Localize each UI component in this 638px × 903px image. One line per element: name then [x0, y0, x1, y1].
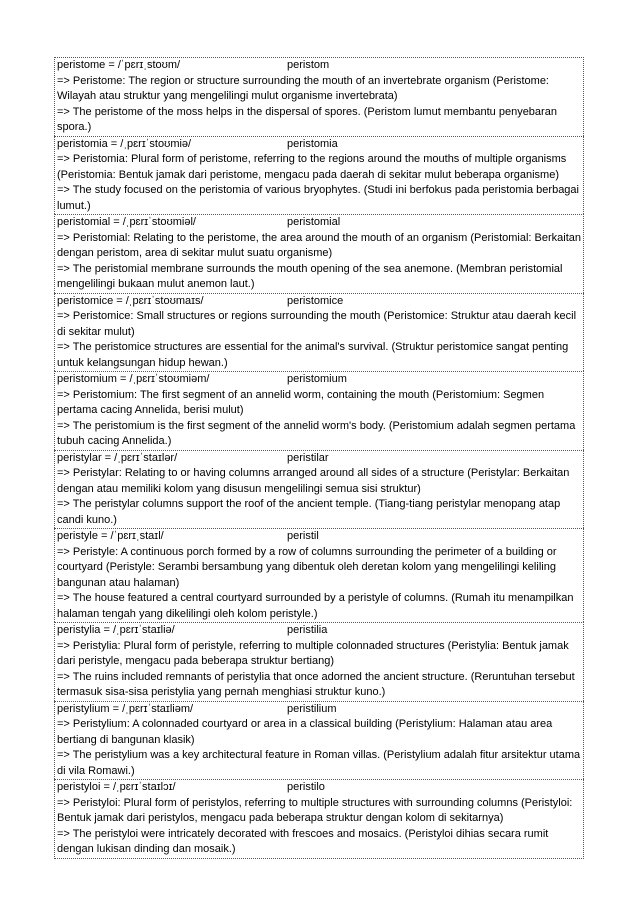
translation: peristilia [287, 624, 328, 636]
translation: peristil [287, 530, 319, 542]
headword: peristylium = /ˌpɛrɪˈstaɪliəm/ [57, 702, 194, 715]
definition: => Peristylium: A colonnaded courtyard or area in a classical building (Peristylium: Halaman atau area bertiang di bangunan klasik) [57, 718, 553, 746]
example: => The peristyloi were intricately decorated with frescoes and mosaics. (Peristyloi dihias secara rumit dengan lukisan dinding dan mosaik.) [57, 827, 549, 855]
definition: => Peristylar: Relating to or having columns arranged around all sides of a structure (Peristylar: Berkaitan dengan atau memiliki kolom yang disusun mengelilingi semua sisi struktur) [57, 467, 570, 495]
entry-peristylium [54, 701, 584, 780]
example: => The peristome of the moss helps in the dispersal of spores. (Peristom lumut membantu penyebaran spora.) [57, 105, 557, 133]
definition: => Peristomium: The first segment of an annelid worm, containing the mouth (Peristomium: Segmen pertama cacing Annelida, berisi mulut) [57, 388, 545, 416]
headword: peristylar = /ˌpɛrɪˈstaɪlər/ [57, 451, 178, 464]
headword: peristyle = /ˈpɛrɪˌstaɪl/ [57, 530, 164, 542]
definition: => Peristomia: Plural form of peristome, referring to the regions around the mouths of multiple organisms (Peristomia: Bentuk jamak dari peristome, mengacu pada daerah di sekitar mulut beberapa organisme) [57, 153, 567, 181]
headword: peristomia = /ˌpɛrɪˈstoʊmiə/ [57, 137, 192, 150]
definition: => Peristyloi: Plural form of peristylos, referring to multiple structures with surrounding columns (Peristyloi: Bentuk jamak dari peristylos, mengacu pada beberapa struktur dengan kolom di sekitarnya) [57, 796, 573, 824]
example: => The peristomice structures are essential for the animal's survival. (Struktur peristomice sangat penting untuk kelangsungan hidup hewan.) [57, 341, 569, 369]
entry-peristyle [54, 528, 584, 622]
definition: => Peristylia: Plural form of peristyle, referring to multiple colonnaded structures (Peristylia: Bentuk jamak dari peristyle, mengacu pada beberapa struktur bertiang) [57, 639, 569, 667]
headword: peristome = /ˈpɛrɪˌstoʊm/ [57, 59, 181, 71]
example: => The ruins included remnants of peristylia that once adorned the ancient structure. (Reruntuhan tersebut termasuk sisa-sisa peristylia yang pernah menghiasi struktur kuno.) [57, 670, 575, 698]
translation: peristomial [287, 216, 341, 228]
entry-peristomice [54, 293, 584, 372]
definition: => Peristomial: Relating to the peristome, the area around the mouth of an organism (Peristomial: Berkaitan dengan peristom, area di sekitar mulut suatu organisme) [57, 231, 581, 259]
definition: => Peristome: The region or structure surrounding the mouth of an invertebrate organism (Peristome: Wilayah atau struktur yang mengelilingi mulut organisme invertebrata) [57, 74, 549, 102]
entry-peristylar [54, 450, 584, 529]
example: => The peristomial membrane surrounds the mouth opening of the sea anemone. (Membran peristomial mengelilingi bukaan mulut anemon laut.) [57, 262, 563, 290]
example: => The study focused on the peristomia of various bryophytes. (Studi ini berfokus pada peristomia berbagai lumut.) [57, 184, 579, 212]
example: => The peristylium was a key architectural feature in Roman villas. (Peristylium adalah fitur arsitektur utama di vila Romawi.) [57, 749, 581, 777]
headword: peristomial = /ˌpɛrɪˈstoʊmiəl/ [57, 216, 196, 228]
translation: peristilo [287, 781, 325, 793]
dictionary-page [54, 57, 584, 859]
entry-peristomium [54, 371, 584, 450]
entry-peristomia [54, 136, 584, 215]
translation: peristilar [287, 451, 329, 464]
headword: peristyloi = /ˌpɛrɪˈstaɪlɔɪ/ [57, 781, 176, 793]
entry-peristomial [54, 214, 584, 293]
translation: peristilium [287, 702, 337, 715]
definition: => Peristomice: Small structures or regions surrounding the mouth (Peristomice: Struktur atau daerah kecil di sekitar mulut) [57, 310, 577, 338]
definition: => Peristyle: A continuous porch formed by a row of columns surrounding the perimeter of a building or courtyard (Peristyle: Serambi bersambung yang dibentuk oleh deretan kolom yang mengelilingi keliling bangunan atau halaman) [57, 545, 557, 589]
example: => The peristylar columns support the roof of the ancient temple. (Tiang-tiang peristylar menopang atap candi kuno.) [57, 498, 561, 526]
entry-peristome [54, 57, 584, 136]
translation: peristomium [287, 373, 347, 385]
translation: peristom [287, 59, 330, 71]
headword: peristomium = /ˌpɛrɪˈstoʊmiəm/ [57, 373, 210, 385]
example: => The peristomium is the first segment of the annelid worm's body. (Peristomium adalah segmen pertama tubuh cacing Annelida.) [57, 419, 576, 447]
headword: peristylia = /ˌpɛrɪˈstaɪliə/ [57, 624, 175, 636]
headword: peristomice = /ˌpɛrɪˈstoʊmaɪs/ [57, 294, 204, 307]
translation: peristomice [287, 294, 344, 307]
entry-peristylia [54, 622, 584, 701]
example: => The house featured a central courtyard surrounded by a peristyle of columns. (Rumah itu menampilkan halaman tengah yang dikelilingi oleh kolom peristyle.) [57, 592, 574, 620]
translation: peristomia [287, 137, 338, 150]
entry-peristyloi [54, 779, 584, 859]
